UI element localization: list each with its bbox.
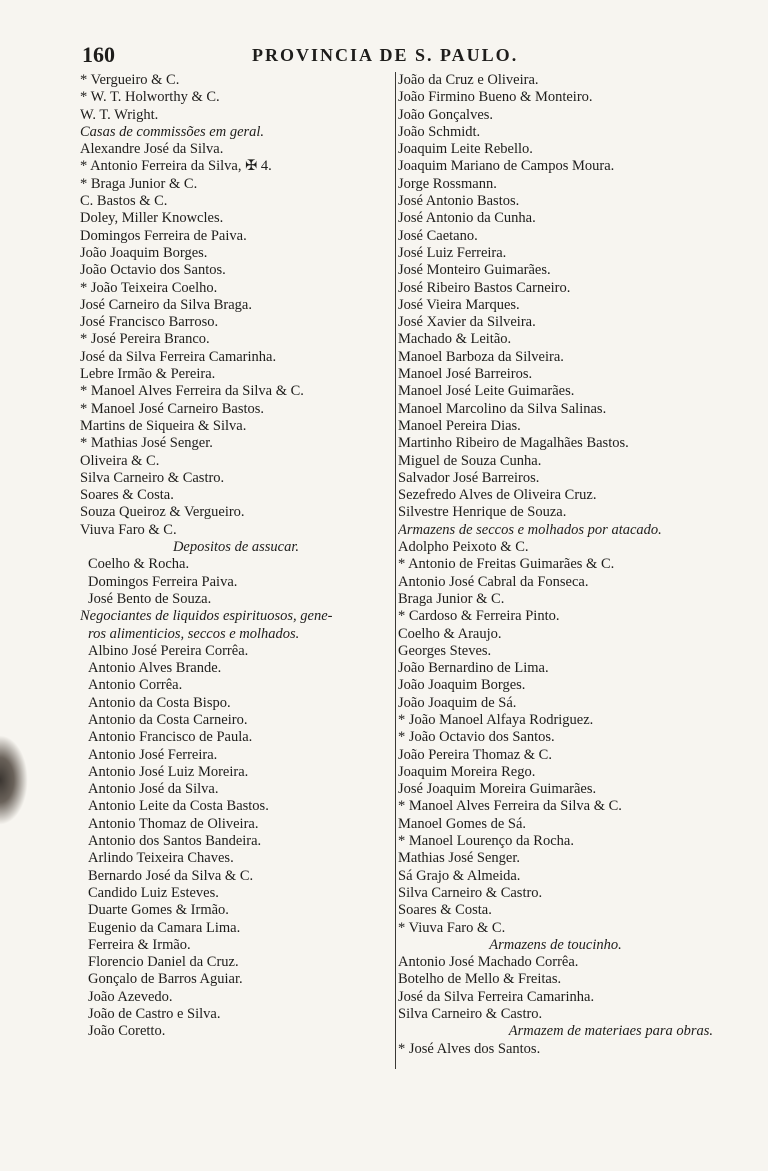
directory-entry: Antonio da Costa Bispo. bbox=[88, 694, 231, 711]
directory-entry: José Xavier da Silveira. bbox=[398, 314, 536, 331]
directory-entry: João Gonçalves. bbox=[398, 106, 494, 123]
directory-entry: Joaquim Mariano de Campos Moura. bbox=[398, 158, 615, 175]
directory-entry: João Pereira Thomaz & C. bbox=[398, 746, 552, 763]
directory-entry: Antonio José Luiz Moreira. bbox=[88, 763, 249, 780]
directory-entry: * Manoel Lourenço da Rocha. bbox=[398, 833, 574, 850]
directory-entry: Antonio Francisco de Paula. bbox=[88, 729, 253, 746]
directory-entry: Manoel Barboza da Silveira. bbox=[398, 348, 564, 365]
directory-entry: Joaquim Leite Rebello. bbox=[398, 141, 533, 158]
directory-entry: Antonio dos Santos Bandeira. bbox=[88, 833, 262, 850]
directory-entry: Antonio da Costa Carneiro. bbox=[88, 711, 248, 728]
directory-entry: * José Alves dos Santos. bbox=[398, 1040, 541, 1057]
directory-entry: Mathias José Senger. bbox=[398, 850, 521, 867]
directory-entry: João Coretto. bbox=[88, 1023, 166, 1040]
directory-entry: José Bento de Souza. bbox=[88, 590, 212, 607]
directory-entry: Sezefredo Alves de Oliveira Cruz. bbox=[398, 487, 597, 504]
directory-entry: Manoel Marcolino da Silva Salinas. bbox=[398, 400, 607, 417]
directory-entry: João Firmino Bueno & Monteiro. bbox=[398, 89, 593, 106]
directory-entry: Ferreira & Irmão. bbox=[88, 936, 191, 953]
page-number: 160 bbox=[82, 42, 115, 67]
page-header bbox=[82, 42, 712, 66]
section-heading: Negociantes de liquidos espirituosos, gene- bbox=[80, 608, 333, 625]
directory-entry: José Joaquim Moreira Guimarães. bbox=[398, 781, 597, 798]
directory-entry: Bernardo José da Silva & C. bbox=[88, 867, 254, 884]
directory-entry: * João Teixeira Coelho. bbox=[80, 279, 218, 296]
directory-entry: * Antonio Ferreira da Silva, ✠ 4. bbox=[80, 158, 272, 175]
section-heading: Casas de commissões em geral. bbox=[80, 123, 265, 140]
directory-entry: Antonio Thomaz de Oliveira. bbox=[88, 815, 259, 832]
directory-entry: Eugenio da Camara Lima. bbox=[88, 919, 241, 936]
directory-entry: Joaquim Moreira Rego. bbox=[398, 763, 536, 780]
running-title: PROVINCIA DE S. PAULO. bbox=[252, 45, 519, 65]
directory-entry: * Manoel Alves Ferreira da Silva & C. bbox=[398, 798, 622, 815]
directory-entry: Souza Queiroz & Vergueiro. bbox=[80, 504, 245, 521]
directory-entry: * Cardoso & Ferreira Pinto. bbox=[398, 608, 560, 625]
directory-entry: João Joaquim de Sá. bbox=[398, 694, 517, 711]
directory-entry: Braga Junior & C. bbox=[398, 590, 505, 607]
section-heading: Armazens de toucinho. bbox=[489, 936, 622, 953]
directory-entry: Soares & Costa. bbox=[80, 487, 174, 504]
directory-entry: João Schmidt. bbox=[398, 123, 481, 140]
directory-entry: José Luiz Ferreira. bbox=[398, 244, 507, 261]
directory-entry: Silvestre Henrique de Souza. bbox=[398, 504, 567, 521]
directory-entry: Duarte Gomes & Irmão. bbox=[88, 902, 229, 919]
directory-entry: Salvador José Barreiros. bbox=[398, 469, 540, 486]
directory-entry: * José Pereira Branco. bbox=[80, 331, 210, 348]
directory-entry: C. Bastos & C. bbox=[80, 193, 168, 210]
directory-entry: Manoel José Barreiros. bbox=[398, 366, 533, 383]
directory-entry: Adolpho Peixoto & C. bbox=[398, 539, 529, 556]
directory-entry: José Antonio Bastos. bbox=[398, 193, 520, 210]
directory-entry: Martins de Siqueira & Silva. bbox=[80, 417, 247, 434]
directory-entry: Arlindo Teixeira Chaves. bbox=[88, 850, 234, 867]
section-heading: ros alimenticios, seccos e molhados. bbox=[88, 625, 300, 642]
column-divider bbox=[395, 72, 396, 1069]
directory-entry: João de Castro e Silva. bbox=[88, 1006, 221, 1023]
directory-entry: José Ribeiro Bastos Carneiro. bbox=[398, 279, 571, 296]
directory-entry: José Antonio da Cunha. bbox=[398, 210, 536, 227]
directory-entry: Soares & Costa. bbox=[398, 902, 492, 919]
directory-entry: * Vergueiro & C. bbox=[80, 72, 180, 88]
directory-entry: Silva Carneiro & Castro. bbox=[398, 884, 543, 901]
directory-entry: Silva Carneiro & Castro. bbox=[398, 1006, 543, 1023]
directory-entry: Domingos Ferreira de Paiva. bbox=[80, 227, 247, 244]
directory-entry: Lebre Irmão & Pereira. bbox=[80, 366, 216, 383]
directory-entry: Alexandre José da Silva. bbox=[80, 141, 224, 158]
directory-entry: W. T. Wright. bbox=[80, 106, 159, 123]
directory-entry: Gonçalo de Barros Aguiar. bbox=[88, 971, 243, 988]
directory-entry: João Joaquim Borges. bbox=[80, 244, 208, 261]
directory-entry: Sá Grajo & Almeida. bbox=[398, 867, 521, 884]
directory-entry: Georges Steves. bbox=[398, 642, 492, 659]
directory-entry: Coelho & Rocha. bbox=[88, 556, 190, 573]
directory-entry: João Joaquim Borges. bbox=[398, 677, 526, 694]
directory-entry: José da Silva Ferreira Camarinha. bbox=[80, 348, 277, 365]
directory-entry: José Monteiro Guimarães. bbox=[398, 262, 551, 279]
directory-entry: Antonio José Ferreira. bbox=[88, 746, 218, 763]
directory-entry: Silva Carneiro & Castro. bbox=[80, 469, 225, 486]
directory-entry: Antonio José Cabral da Fonseca. bbox=[398, 573, 589, 590]
directory-entry: Coelho & Araujo. bbox=[398, 625, 502, 642]
page-edge-stain bbox=[0, 735, 28, 825]
directory-entry: Botelho de Mello & Freitas. bbox=[398, 971, 562, 988]
directory-entry: * Manoel Alves Ferreira da Silva & C. bbox=[80, 383, 304, 400]
directory-entry: Antonio Leite da Costa Bastos. bbox=[88, 798, 269, 815]
directory-entry: * João Octavio dos Santos. bbox=[398, 729, 555, 746]
directory-entry: * Braga Junior & C. bbox=[80, 175, 198, 192]
section-heading: Armazens de seccos e molhados por atacado. bbox=[398, 521, 662, 538]
directory-entry: * Mathias José Senger. bbox=[80, 435, 213, 452]
directory-entry: * Viuva Faro & C. bbox=[398, 919, 506, 936]
directory-entry: Manoel Pereira Dias. bbox=[398, 417, 521, 434]
directory-entry: Miguel de Souza Cunha. bbox=[398, 452, 542, 469]
section-heading: Armazem de materiaes para obras. bbox=[508, 1023, 713, 1040]
directory-entry: Florencio Daniel da Cruz. bbox=[88, 954, 239, 971]
directory-entry: Candido Luiz Esteves. bbox=[88, 884, 219, 901]
section-heading: Depositos de assucar. bbox=[172, 539, 300, 556]
directory-entry: João Azevedo. bbox=[88, 988, 173, 1005]
directory-entry: José Vieira Marques. bbox=[398, 296, 520, 313]
directory-entry: * João Manoel Alfaya Rodriguez. bbox=[398, 711, 594, 728]
directory-entry: Oliveira & C. bbox=[80, 452, 160, 469]
directory-entry: Manoel José Leite Guimarães. bbox=[398, 383, 575, 400]
right-column bbox=[398, 72, 713, 1058]
left-column bbox=[80, 72, 392, 1041]
directory-entry: Antonio José Machado Corrêa. bbox=[398, 954, 579, 971]
directory-entry: Machado & Leitão. bbox=[398, 331, 512, 348]
directory-entry: João da Cruz e Oliveira. bbox=[398, 72, 539, 88]
directory-entry: Doley, Miller Knowcles. bbox=[80, 210, 224, 227]
directory-entry: Domingos Ferreira Paiva. bbox=[88, 573, 238, 590]
directory-entry: Antonio Alves Brande. bbox=[88, 660, 222, 677]
directory-entry: Martinho Ribeiro de Magalhães Bastos. bbox=[398, 435, 629, 452]
directory-entry: Manoel Gomes de Sá. bbox=[398, 815, 527, 832]
directory-entry: Albino José Pereira Corrêa. bbox=[88, 642, 249, 659]
directory-entry: José Francisco Barroso. bbox=[80, 314, 219, 331]
directory-entry: * Manoel José Carneiro Bastos. bbox=[80, 400, 265, 417]
directory-entry: João Bernardino de Lima. bbox=[398, 660, 549, 677]
directory-entry: Viuva Faro & C. bbox=[80, 521, 177, 538]
directory-entry: Jorge Rossmann. bbox=[398, 175, 497, 192]
directory-entry: João Octavio dos Santos. bbox=[80, 262, 226, 279]
directory-entry: * W. T. Holworthy & C. bbox=[80, 89, 220, 106]
directory-entry: José Carneiro da Silva Braga. bbox=[80, 296, 252, 313]
directory-entry: Antonio Corrêa. bbox=[88, 677, 183, 694]
directory-entry: José da Silva Ferreira Camarinha. bbox=[398, 988, 595, 1005]
directory-entry: * Antonio de Freitas Guimarães & C. bbox=[398, 556, 615, 573]
directory-entry: Antonio José da Silva. bbox=[88, 781, 219, 798]
directory-entry: José Caetano. bbox=[398, 227, 478, 244]
